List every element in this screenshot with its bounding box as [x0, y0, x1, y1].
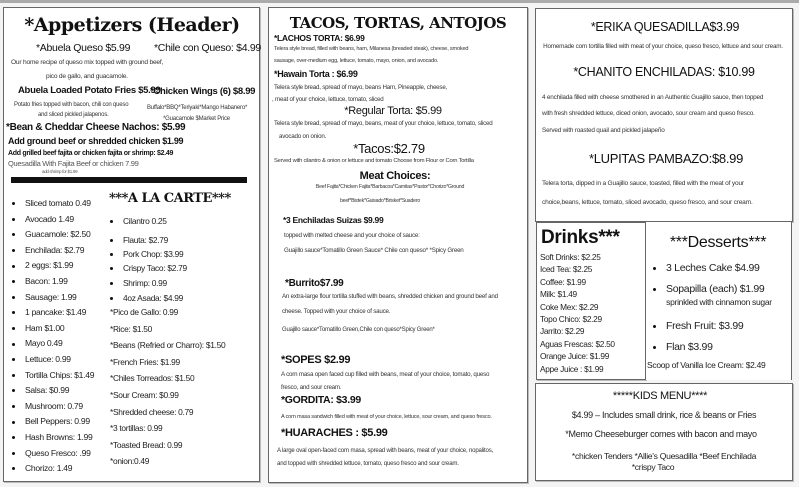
- a-la-carte-item-label: *3 tortillas: 0.99: [110, 423, 163, 434]
- bullet-icon: [12, 358, 15, 361]
- a-la-carte-item-label: *Sour Cream: $0.99: [110, 390, 179, 400]
- bullet-icon: [12, 311, 15, 314]
- a-la-carte-item-label: Enchilada: $2.79: [25, 244, 85, 255]
- a-la-carte-item-label: Guacamole: $2.50: [25, 229, 91, 240]
- bullet-icon: [110, 220, 113, 223]
- appetizers-panel: [3, 7, 260, 482]
- bullet-icon: [12, 249, 15, 252]
- a-la-carte-item: [110, 456, 149, 466]
- a-la-carte-item: [12, 385, 69, 395]
- bullet-icon: [12, 233, 15, 236]
- bullet-icon: [12, 265, 15, 268]
- a-la-carte-item: [12, 323, 64, 333]
- loaded-fries-desc: and sliced pickled jalapenos.: [38, 112, 109, 118]
- bullet-icon: [653, 346, 656, 349]
- a-la-carte-item-label: *Toasted Bread: 0.99: [110, 439, 183, 450]
- ice-cream: Scoop of Vanilla Ice Cream: $2.49: [647, 360, 766, 370]
- a-la-carte-item-label: Ham $1.00: [25, 322, 65, 333]
- drink-item: [540, 314, 602, 324]
- a-la-carte-item-label: Bell Peppers: 0.99: [25, 416, 90, 427]
- a-la-carte-item-label: *Shredded cheese: 0.79: [110, 406, 194, 417]
- chanito-desc: 4 enchilada filled with cheese smothered in an Authentic Guajillo sauce, then topped: [542, 94, 764, 101]
- a-la-carte-item-label: Queso Fresco: .99: [25, 447, 91, 458]
- a-la-carte-item-label: Crispy Taco: $2.79: [123, 263, 187, 273]
- gordita-desc: A corn masa sandwich filled with meat of your choice, lettuce, sour cream, and queso fresco.: [281, 414, 492, 420]
- hawain-desc: , meat of your choice, lettuce, tomato, sliced: [272, 96, 384, 103]
- drink-item: [540, 339, 615, 349]
- dessert-label: Fresh Fruit: $3.99: [666, 320, 744, 332]
- bullet-icon: [12, 343, 15, 346]
- lachos-desc: Telera style bread, filled with beans, ham, Milanesa (breaded steak), cheese, smoked: [274, 46, 469, 52]
- drink-item-label: Soft Drinks: $2.25: [540, 252, 601, 262]
- burrito-desc: An extra-large flour tortilla stuffed with beans, shredded chicken and ground beef and: [282, 293, 498, 300]
- a-la-carte-item: [12, 354, 71, 364]
- huaraches-desc: A large oval open-faced corn masa, spread with beans, meat of your choice, nopalitos,: [277, 447, 494, 454]
- top-edge: [0, 0, 799, 3]
- burrito-sauces: Guajillo sauce*Tomatillo Green,Chile con queso*Spicy Green*: [282, 327, 435, 333]
- lachos-desc: sausage, over-medium egg, lettuce, tomato, mayo, onion, and avocado.: [274, 58, 439, 64]
- a-la-carte-item-label: Hash Browns: 1.99: [25, 432, 93, 442]
- nachos: *Bean & Cheddar Cheese Nachos: $5.99: [6, 122, 186, 133]
- a-la-carte-item: [110, 357, 180, 367]
- loaded-fries: Abuela Loaded Potato Fries $5.99: [18, 85, 161, 96]
- lupitas-desc: Telera torta, dipped in a Guajillo sauce, toasted, filled with the meat of your: [542, 180, 744, 187]
- burrito-desc: cheese. Topped with your choice of sauce.: [282, 308, 391, 315]
- drink-item-label: Iced Tea: $2.25: [540, 264, 593, 275]
- a-la-carte-item: [110, 324, 152, 334]
- a-la-carte-item-label: Sausage: 1.99: [25, 291, 77, 302]
- specials-panel: [535, 8, 793, 222]
- bullet-icon: [653, 288, 656, 291]
- tacos-title: TACOS, TORTAS, ANTOJOS: [289, 14, 507, 32]
- dessert-item: [653, 341, 713, 353]
- dessert-item: [653, 262, 760, 274]
- regular-desc: Telera style bread, spread of mayo, beans, meat of your choice, lettuce, tomato, sliced: [274, 120, 493, 127]
- a-la-carte-item: [110, 263, 187, 273]
- lupitas-pambazo: *LUPITAS PAMBAZO:$8.99: [588, 151, 744, 166]
- bullet-icon: [653, 325, 656, 328]
- kids-panel: [535, 383, 793, 481]
- erika-desc: Homemade corn tortilla filled with meat of your choice, queso fresco, lettuce and sour cream.: [543, 43, 783, 50]
- gordita: *GORDITA: $3.99: [281, 394, 361, 406]
- a-la-carte-item: [110, 249, 183, 259]
- dessert-item: [653, 320, 743, 332]
- bullet-icon: [12, 389, 15, 392]
- burrito: *Burrito$7.99: [285, 278, 344, 289]
- sopes-desc: fresco, and sour cream.: [281, 384, 342, 391]
- bullet-icon: [12, 296, 15, 299]
- a-la-carte-item-label: 1 pancake: $1.49: [25, 307, 87, 318]
- kids-title: *****KIDS MENU****: [612, 390, 708, 402]
- enchiladas-sauces: Guajillo sauce*Tomatillo Green Sauce* Chile con queso* *Spicy Green: [284, 247, 464, 254]
- a-la-carte-item: [110, 278, 167, 288]
- abuela-desc: Our home recipe of queso mix topped with ground beef,: [11, 59, 164, 66]
- bullet-icon: [12, 218, 15, 221]
- bullet-icon: [12, 280, 15, 283]
- a-la-carte-item: [12, 370, 94, 380]
- drink-item: [540, 277, 586, 287]
- chicken-wings: *Chicken Wings (6) $8.99: [150, 86, 256, 97]
- a-la-carte-item-label: Avocado 1.49: [25, 213, 74, 224]
- a-la-carte-item-label: *Chiles Torreados: $1.50: [110, 373, 195, 384]
- a-la-carte-item-label: Shrimp: 0.99: [123, 278, 167, 288]
- a-la-carte-item-label: 2 eggs: $1.99: [25, 260, 74, 271]
- a-la-carte-item-label: *Pico de Gallo: 0.99: [110, 307, 179, 317]
- a-la-carte-item: [12, 307, 86, 317]
- a-la-carte-item-label: *onion:0.49: [110, 456, 150, 467]
- a-la-carte-item: [12, 463, 72, 473]
- a-la-carte-item: [12, 245, 84, 255]
- appetizers-title: *Appetizers (Header): [24, 14, 240, 36]
- sopes-desc: A corn masa open faced cup filled with beans, meat of your choice, tomato, queso: [281, 371, 490, 378]
- sopapilla-desc: sprinkled with cinnamon sugar: [666, 297, 772, 307]
- wings-desc: Buffalo*BBQ*Teriyaki*Mango Habanero*: [147, 105, 248, 111]
- a-la-carte-item-label: *Rice: $1.50: [110, 323, 153, 334]
- dessert-label: 3 Leches Cake $4.99: [666, 262, 760, 274]
- drink-item-label: Appe Juice : $1.99: [540, 363, 604, 374]
- bullet-icon: [12, 374, 15, 377]
- drink-item: [540, 364, 603, 374]
- drink-item: [540, 264, 592, 274]
- chanito-desc: Served with roasted quail and pickled jalapeño: [542, 127, 665, 134]
- bullet-icon: [12, 421, 15, 424]
- enchiladas-suizas: *3 Enchiladas Suizas $9.99: [283, 215, 384, 225]
- enchiladas-desc: topped with melted cheese and your choice of sauce:: [284, 232, 420, 239]
- drink-item: [540, 326, 584, 336]
- bullet-icon: [12, 327, 15, 330]
- a-la-carte-title: ***A LA CARTE***: [109, 191, 231, 206]
- a-la-carte-item: [12, 214, 74, 224]
- drink-item-label: Jarrito: $2.29: [540, 326, 585, 337]
- a-la-carte-item-label: 4oz Asada: $4.99: [123, 293, 183, 303]
- a-la-carte-item: [12, 292, 77, 302]
- a-la-carte-item: [12, 338, 62, 348]
- a-la-carte-item: [12, 198, 91, 208]
- bullet-icon: [110, 282, 113, 285]
- bullet-icon: [110, 253, 113, 256]
- bullet-icon: [653, 267, 656, 270]
- a-la-carte-item-label: Flauta: $2.79: [123, 235, 168, 245]
- lupitas-desc: choice,beans, lettuce, tomato, sliced avocado, queso fresco, and sour cream.: [542, 199, 753, 206]
- meat-choices: beef*Bistek*Guisado*Brisket*Suadero: [339, 198, 421, 204]
- bullet-icon: [110, 239, 113, 242]
- erika-quesadilla: *ERIKA QUESADILLA$3.99: [590, 20, 740, 34]
- regular-torta: *Regular Torta: $5.99: [344, 105, 442, 117]
- bullet-icon: [12, 467, 15, 470]
- hawain-torta: *Hawain Torta : $6.99: [274, 69, 358, 79]
- wings-desc: *Guacamole $Market Price: [163, 116, 230, 122]
- bullet-icon: [12, 436, 15, 439]
- a-la-carte-item-label: Sliced tomato 0.49: [25, 198, 91, 208]
- bullet-icon: [110, 297, 113, 300]
- a-la-carte-item: [110, 440, 182, 450]
- a-la-carte-item: [12, 229, 90, 239]
- dessert-item: [653, 283, 764, 295]
- a-la-carte-item-label: Lettuce: 0.99: [25, 354, 71, 364]
- kids-line: $4.99 – Includes small drink, rice & beans or Fries: [571, 410, 757, 420]
- a-la-carte-item: [12, 276, 68, 286]
- a-la-carte-item: [110, 407, 193, 417]
- bullet-icon: [12, 202, 15, 205]
- drink-item-label: Topo Chico: $2.29: [540, 314, 602, 324]
- huaraches: *HUARACHES : $5.99: [281, 427, 388, 439]
- a-la-carte-item: [110, 340, 225, 350]
- a-la-carte-item: [12, 260, 73, 270]
- drink-item-label: Orange Juice: $1.99: [540, 351, 610, 362]
- dessert-label: Sopapilla (each) $1.99: [666, 283, 765, 295]
- kids-line: *chicken Tenders *Allie's Quesadilla *Beef Enchilada: [571, 451, 757, 461]
- drinks-panel: [536, 222, 646, 380]
- tacos-price: *Tacos:$2.79: [353, 141, 425, 156]
- a-la-carte-item: [12, 432, 93, 442]
- abuela-queso: *Abuela Queso $5.99: [36, 42, 131, 54]
- bullet-icon: [110, 267, 113, 270]
- divider-bar: [11, 177, 247, 183]
- a-la-carte-item-label: Chorizo: 1.49: [25, 463, 73, 474]
- a-la-carte-item-label: Pork Chop: $3.99: [123, 249, 184, 259]
- tacos-desc: Served with cilantro & onion or lettuce and tomato Choose from Flour or Corn Tortilla: [274, 158, 474, 164]
- bullet-icon: [12, 452, 15, 455]
- drink-item-label: Aguas Frescas: $2.50: [540, 338, 615, 349]
- a-la-carte-item-label: Mayo 0.49: [25, 338, 63, 349]
- a-la-carte-item: [12, 448, 91, 458]
- drinks-title: Drinks***: [541, 227, 620, 248]
- huaraches-desc: and topped with shredded lettuce, tomato, queso fresco and sour cream.: [277, 460, 459, 467]
- nachos-add-fajita: Add grilled beef fajita or chicken fajita or shrimp: $2.49: [8, 150, 174, 157]
- meat-choices: Beef Fajita*Chicken Fajita*Barbacoa*Carnitas*Pastor*Chorizo*Ground: [315, 184, 465, 190]
- a-la-carte-item-label: Cilantro 0.25: [123, 216, 167, 226]
- drink-item-label: Milk: $1.49: [540, 289, 577, 300]
- lachos-torta: *LACHOS TORTA: $6.99: [274, 33, 365, 43]
- a-la-carte-item-label: Tortilla Chips: $1.49: [25, 369, 95, 380]
- a-la-carte-item: [110, 373, 194, 383]
- drink-item: [540, 289, 577, 299]
- chanito-desc: with fresh shredded lettuce, diced onion, avocado, sour cream and queso fresco.: [542, 110, 755, 117]
- drink-item: [540, 302, 598, 312]
- drink-item-label: Coke Mex: $2.29: [540, 301, 599, 312]
- dessert-label: Flan $3.99: [666, 341, 713, 353]
- kids-line: *crispy Taco: [631, 462, 675, 472]
- regular-desc: avocado on onion.: [279, 133, 327, 140]
- drink-item: [540, 351, 609, 361]
- nachos-add-meat: Add ground beef or shredded chicken $1.99: [8, 136, 184, 146]
- desserts-title: ***Desserts***: [669, 234, 767, 251]
- bullet-icon: [12, 405, 15, 408]
- a-la-carte-item: [110, 293, 183, 303]
- a-la-carte-item: [110, 423, 162, 433]
- a-la-carte-item: [12, 416, 90, 426]
- a-la-carte-item-label: Mushroom: 0.79: [25, 400, 83, 411]
- hawain-desc: Telera style bread, spread of mayo, beans Ham, Pineapple, cheese,: [274, 84, 448, 91]
- tacos-panel: [268, 7, 528, 483]
- kids-line: *Memo Cheeseburger comes with bacon and mayo: [565, 429, 757, 439]
- chanito-enchiladas: *CHANITO ENCHILADAS: $10.99: [573, 65, 755, 79]
- a-la-carte-item: [12, 401, 83, 411]
- chile-con-queso: *Chile con Queso: $4.99: [154, 42, 261, 54]
- abuela-desc: pico de gallo, and guacamole.: [46, 73, 128, 80]
- a-la-carte-item: [110, 235, 168, 245]
- a-la-carte-item: [110, 216, 167, 226]
- loaded-fries-desc: Potato fries topped with bacon, chili con queso: [14, 102, 129, 108]
- a-la-carte-item: [110, 307, 178, 317]
- drink-item: [540, 252, 601, 262]
- a-la-carte-item-label: *French Fries: $1.99: [110, 356, 180, 367]
- sopes: *SOPES $2.99: [281, 354, 351, 366]
- a-la-carte-item-label: *Beans (Refried or Charro): $1.50: [110, 340, 226, 351]
- a-la-carte-item-label: Salsa: $0.99: [25, 385, 70, 396]
- drink-item-label: Coffee: $1.99: [540, 276, 586, 287]
- quesadilla-shrimp: add shrimp for $1.99: [42, 169, 78, 174]
- a-la-carte-item-label: Bacon: 1.99: [25, 276, 68, 286]
- meat-choices-title: Meat Choices:: [359, 170, 431, 182]
- quesadilla: Quesadilla With Fajita Beef or chicken 7.99: [8, 159, 139, 168]
- desserts-panel: [646, 222, 792, 380]
- a-la-carte-item: [110, 390, 179, 400]
